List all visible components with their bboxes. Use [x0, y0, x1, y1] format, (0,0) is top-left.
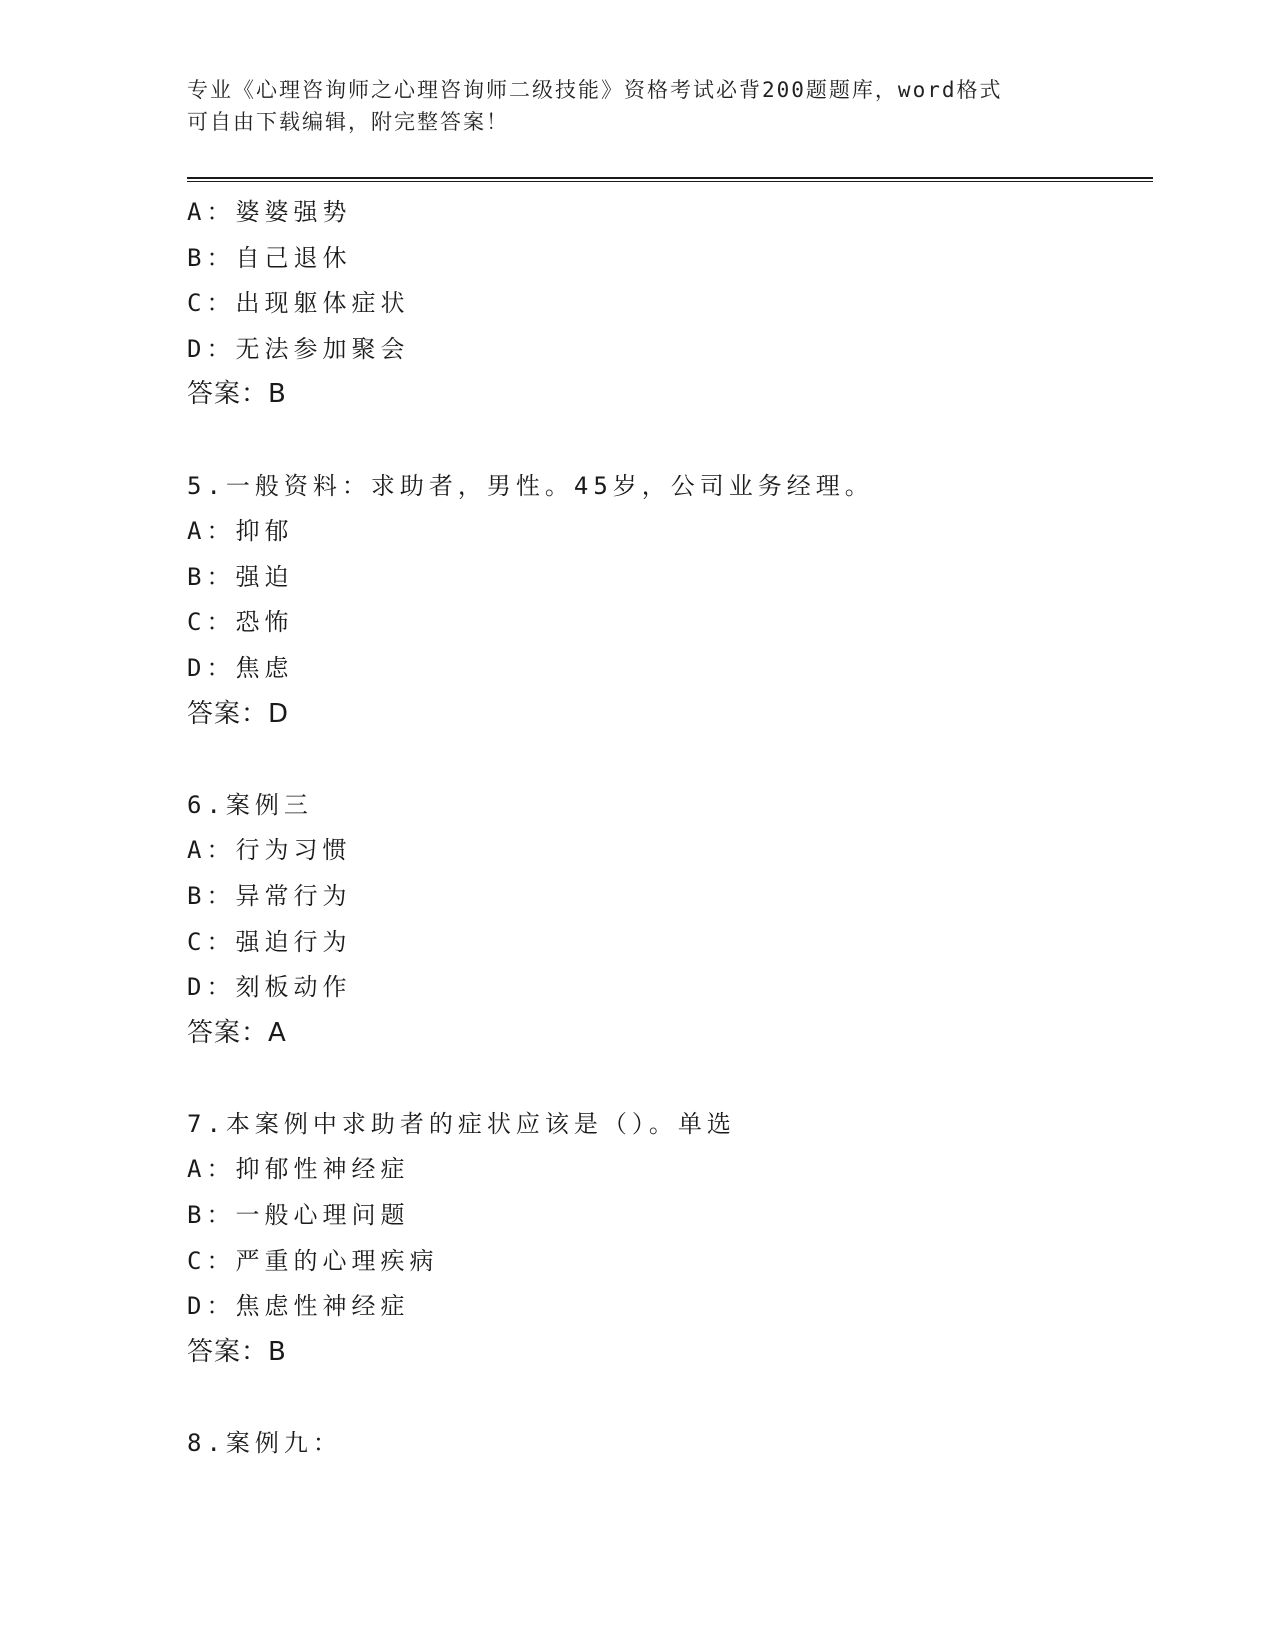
blank-line [187, 737, 1147, 783]
header-divider [187, 177, 1153, 182]
answer-option: D：无法参加聚会 [187, 334, 410, 363]
answer-option: B：自己退休 [187, 243, 352, 272]
answer-option: B：强迫 [187, 562, 294, 591]
question-stem: 8.案例九： [187, 1429, 342, 1458]
question-list [187, 190, 1147, 1467]
blank-line [187, 418, 1147, 464]
answer-key: 答案：A [187, 1017, 287, 1048]
answer-option: D：焦虑 [187, 653, 294, 682]
question-stem: 5.一般资料：求助者，男性。45岁，公司业务经理。 [187, 471, 874, 500]
answer-option: C：严重的心理疾病 [187, 1246, 439, 1275]
blank-line [187, 1375, 1147, 1421]
answer-option: A：婆婆强势 [187, 198, 352, 226]
answer-option: D：焦虑性神经症 [187, 1292, 410, 1321]
answer-option: A：行为习惯 [187, 836, 352, 865]
answer-option: C：强迫行为 [187, 927, 352, 956]
document-header [187, 74, 1087, 138]
answer-key: 答案：D [187, 698, 290, 729]
answer-option: C：出现躯体症状 [187, 289, 410, 318]
answer-option: A：抑郁性神经症 [187, 1155, 410, 1184]
question-stem: 6.案例三 [187, 790, 313, 819]
answer-option: A：抑郁 [187, 517, 294, 546]
blank-line [187, 1056, 1147, 1102]
answer-key: 答案：B [187, 1336, 287, 1367]
header-line-2: 可自由下载编辑，附完整答案！ [187, 110, 509, 134]
answer-option: B：一般心理问题 [187, 1201, 410, 1230]
header-line-1: 专业《心理咨询师之心理咨询师二级技能》资格考试必背200题题库，word格式 [187, 78, 1003, 102]
answer-option: B：异常行为 [187, 881, 352, 910]
question-stem: 7.本案例中求助者的症状应该是（）。单选 [187, 1109, 736, 1138]
answer-option: C：恐怖 [187, 608, 294, 637]
answer-option: D：刻板动作 [187, 973, 352, 1002]
answer-key: 答案：B [187, 379, 287, 410]
